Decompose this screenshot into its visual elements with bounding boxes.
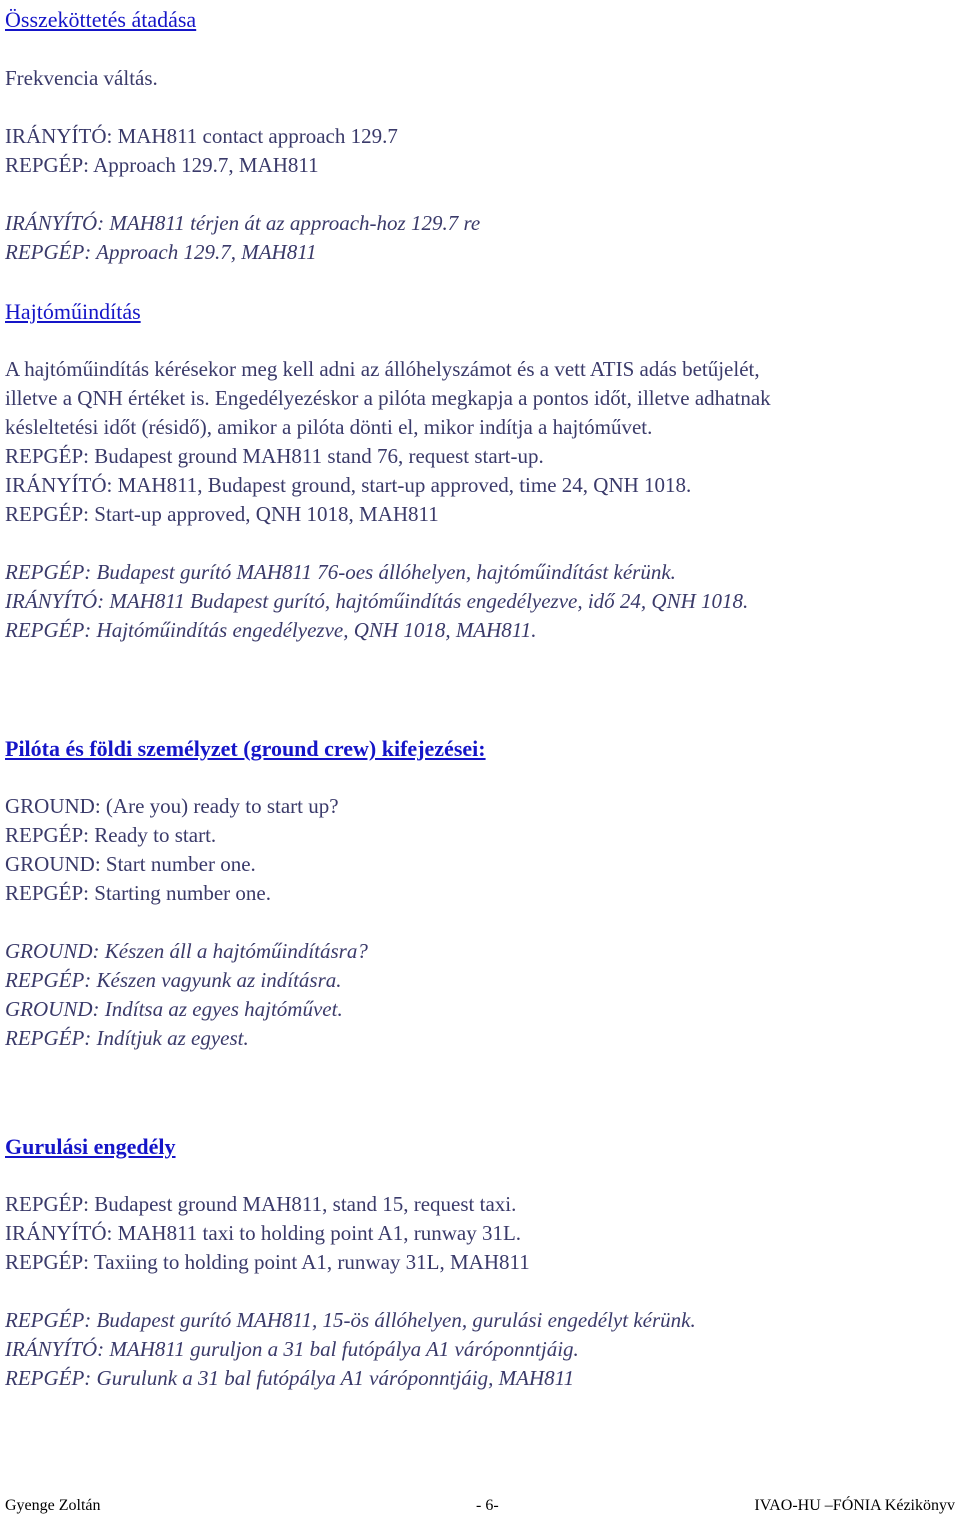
dialog-line-hu: REPGÉP: Készen vagyunk az indításra.: [5, 968, 342, 992]
dialog-line: REPGÉP: Budapest ground MAH811 stand 76, request start-up.: [5, 444, 544, 468]
dialog-line-hu: GROUND: Indítsa az egyes hajtóművet.: [5, 997, 343, 1021]
dialog-line-hu: REPGÉP: Hajtóműindítás engedélyezve, QNH 1018, MAH811.: [5, 618, 537, 642]
dialog-line: IRÁNYÍTÓ: MAH811, Budapest ground, start-up approved, time 24, QNH 1018.: [5, 473, 692, 497]
section-heading-startup[interactable]: Hajtóműindítás: [5, 299, 141, 324]
dialog-line: REPGÉP: Taxiing to holding point A1, runway 31L, MAH811: [5, 1250, 530, 1274]
dialog-line-hu: GROUND: Készen áll a hajtóműindításra?: [5, 939, 368, 963]
section-heading-handoff[interactable]: Összeköttetés átadása: [5, 7, 197, 32]
dialog-line: REPGÉP: Approach 129.7, MAH811: [5, 153, 319, 177]
dialog-line-hu: IRÁNYÍTÓ: MAH811 guruljon a 31 bal futópálya A1 váróponntjáig.: [5, 1337, 579, 1361]
dialog-line-hu: REPGÉP: Indítjuk az egyest.: [5, 1026, 249, 1050]
dialog-line-hu: IRÁNYÍTÓ: MAH811 Budapest gurító, hajtóműindítás engedélyezve, idő 24, QNH 1018.: [5, 589, 749, 613]
dialog-line: GROUND: Start number one.: [5, 852, 256, 876]
footer-page-number: - 6-: [476, 1497, 499, 1514]
dialog-line: REPGÉP: Budapest ground MAH811, stand 15, request taxi.: [5, 1192, 517, 1216]
dialog-line-hu: REPGÉP: Budapest gurító MAH811, 15-ös állóhelyen, gurulási engedélyt kérünk.: [5, 1308, 696, 1332]
dialog-line-hu: REPGÉP: Approach 129.7, MAH811: [5, 240, 317, 264]
dialog-line: IRÁNYÍTÓ: MAH811 taxi to holding point A1, runway 31L.: [5, 1221, 522, 1245]
intro-text: Frekvencia váltás.: [5, 66, 158, 90]
footer-title: IVAO-HU –FÓNIA Kézikönyv: [754, 1497, 955, 1514]
footer-author: Gyenge Zoltán: [5, 1497, 101, 1514]
dialog-line-hu: IRÁNYÍTÓ: MAH811 térjen át az approach-hoz 129.7 re: [5, 211, 481, 235]
dialog-line-hu: REPGÉP: Gurulunk a 31 bal futópálya A1 váróponntjáig, MAH811: [5, 1366, 575, 1390]
dialog-line: GROUND: (Are you) ready to start up?: [5, 794, 339, 818]
dialog-line-hu: REPGÉP: Budapest gurító MAH811 76-oes állóhelyen, hajtóműindítást kérünk.: [5, 560, 676, 584]
section-heading-taxi[interactable]: Gurulási engedély: [5, 1134, 176, 1159]
paragraph-line: A hajtóműindítás kérésekor meg kell adni az állóhelyszámot és a vett ATIS adás betűjelét,: [5, 357, 760, 381]
dialog-line: REPGÉP: Ready to start.: [5, 823, 217, 847]
section-heading-ground-crew[interactable]: Pilóta és földi személyzet (ground crew) kifejezései:: [5, 736, 486, 761]
paragraph-line: illetve a QNH értéket is. Engedélyezéskor a pilóta megkapja a pontos időt, illetve adhatnak: [5, 386, 771, 410]
paragraph-line: késleltetési időt (résidő), amikor a pilóta dönti el, mikor indítja a hajtóművet.: [5, 415, 653, 439]
dialog-line: REPGÉP: Start-up approved, QNH 1018, MAH811: [5, 502, 439, 526]
dialog-line: IRÁNYÍTÓ: MAH811 contact approach 129.7: [5, 124, 398, 148]
dialog-line: REPGÉP: Starting number one.: [5, 881, 271, 905]
